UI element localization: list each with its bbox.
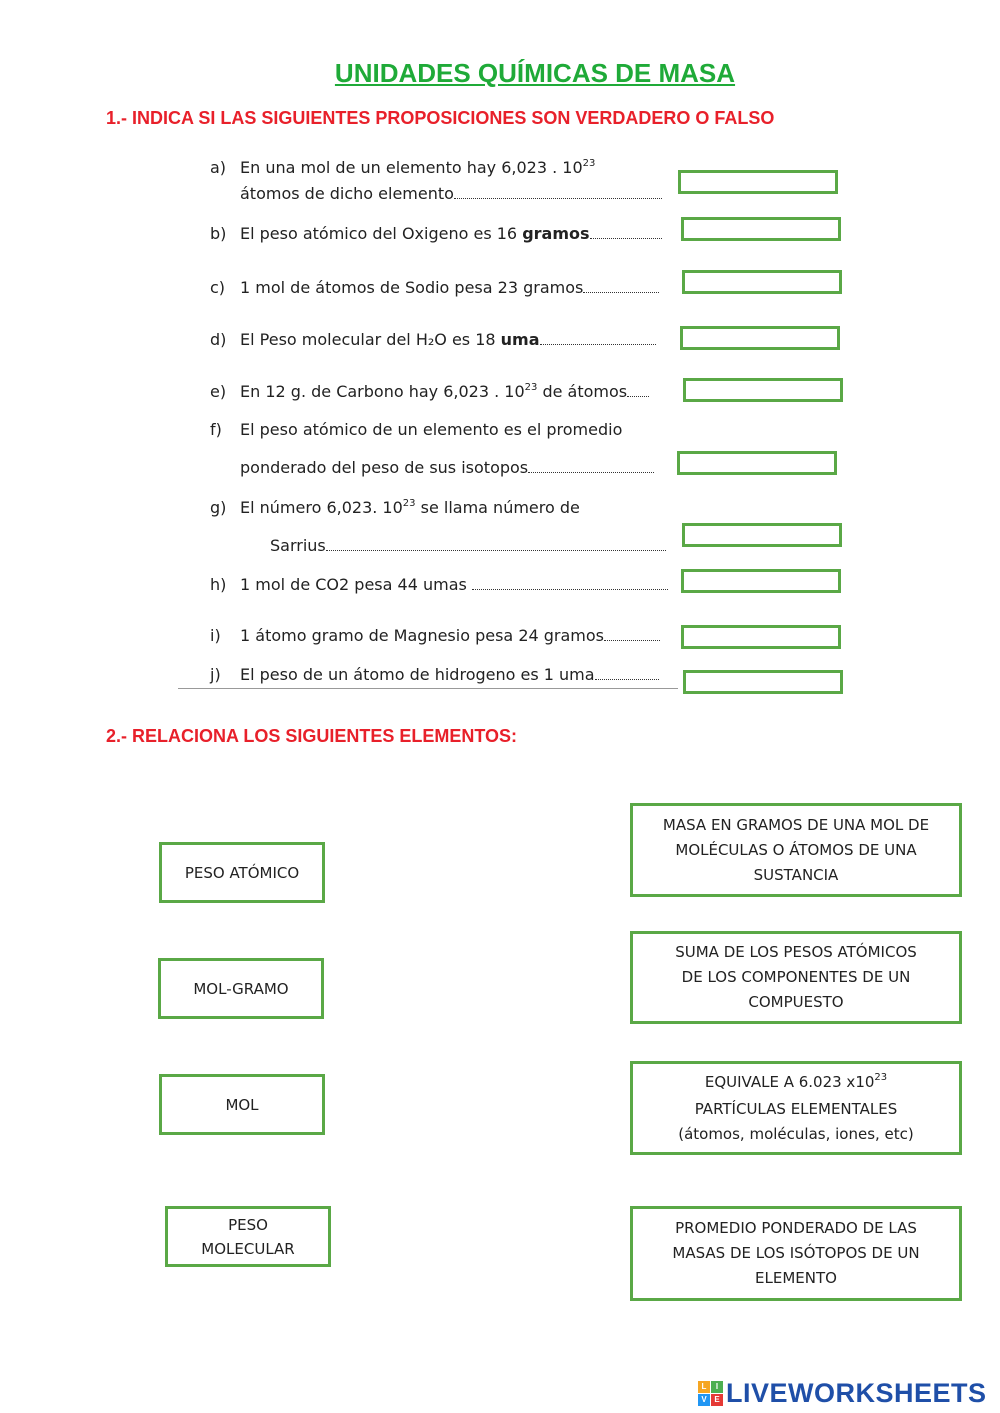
superscript: 23 — [874, 1071, 888, 1083]
worksheet-title: UNIDADES QUÍMICAS DE MASA — [334, 58, 736, 88]
definition-box-3[interactable] — [630, 1061, 962, 1155]
answer-box-i[interactable] — [681, 625, 841, 649]
question-text: 1 mol de CO2 pesa 44 umas — [240, 575, 467, 594]
question-text: ponderado del peso de sus isotopos — [240, 458, 529, 477]
answer-box-h[interactable] — [681, 569, 841, 593]
question-letter: c) — [210, 278, 226, 297]
question-text: El número 6,023. 10 — [240, 498, 403, 517]
question-text: El peso atómico de un elemento es el promedio — [240, 420, 623, 439]
term-box-mol[interactable] — [159, 1074, 325, 1135]
question-text: En 12 g. de Carbono hay 6,023 . 10 — [240, 382, 525, 401]
question-text: de átomos — [537, 382, 628, 401]
definition-line: PARTÍCULAS ELEMENTALES — [694, 1099, 898, 1118]
question-text: átomos de dicho elemento — [240, 184, 454, 203]
question-letter: b) — [210, 224, 227, 243]
definition-line: SUSTANCIA — [753, 865, 839, 884]
answer-box-b[interactable] — [681, 217, 841, 241]
superscript: 23 — [524, 382, 538, 393]
definition-line: MASA EN GRAMOS DE UNA MOL DE — [662, 815, 930, 834]
logo-letter: I — [711, 1381, 723, 1393]
answer-box-c[interactable] — [682, 270, 842, 294]
definition-line: COMPUESTO — [748, 993, 844, 1011]
answer-box-a[interactable] — [678, 170, 838, 194]
question-letter: j) — [210, 665, 221, 684]
superscript: 23 — [582, 158, 596, 169]
term-label: MOL — [225, 1095, 259, 1114]
question-text: Sarrius — [270, 536, 326, 555]
question-letter: d) — [210, 330, 227, 349]
question-text: El peso atómico del Oxigeno es 16 — [240, 224, 523, 243]
term-label: MOL-GRAMO — [193, 979, 289, 998]
definition-box-4[interactable] — [630, 1206, 962, 1301]
question-text: 1 mol de átomos de Sodio pesa 23 gramos — [240, 278, 584, 297]
question-text: El peso de un átomo de hidrogeno es 1 uma — [240, 665, 595, 684]
answer-box-g[interactable] — [682, 523, 842, 547]
divider — [178, 688, 678, 689]
question-text: En una mol de un elemento hay 6,023 . 10 — [240, 158, 583, 177]
term-label: PESO MOLECULAR — [201, 1215, 295, 1258]
definition-line: ELEMENTO — [755, 1269, 837, 1287]
question-text: El Peso molecular del H₂O es 18 — [240, 330, 501, 349]
question-letter: e) — [210, 382, 227, 401]
question-letter: a) — [210, 158, 227, 177]
definition-line: DE LOS COMPONENTES DE UN — [681, 968, 911, 986]
definition-line: MASAS DE LOS ISÓTOPOS DE UN — [672, 1244, 920, 1262]
question-text: se llama número de — [415, 498, 580, 517]
question-text: 1 átomo gramo de Magnesio pesa 24 gramos — [240, 626, 605, 645]
term-box-peso-atomico[interactable] — [159, 842, 325, 903]
definition-line: SUMA DE LOS PESOS ATÓMICOS — [675, 943, 917, 961]
section-2-heading: 2.- RELACIONA LOS SIGUIENTES ELEMENTOS: — [106, 726, 518, 746]
definition-line: (átomos, moléculas, iones, etc) — [678, 1124, 914, 1143]
definition-box-1[interactable] — [630, 803, 962, 897]
definition-line: PROMEDIO PONDERADO DE LAS — [675, 1219, 917, 1237]
answer-box-d[interactable] — [680, 326, 840, 350]
definition-line: MOLÉCULAS O ÁTOMOS DE UNA — [675, 840, 917, 859]
liveworksheets-logo — [698, 1378, 987, 1409]
term-box-mol-gramo[interactable] — [158, 958, 324, 1019]
definition-box-2[interactable] — [630, 931, 962, 1024]
definition-line: EQUIVALE A 6.023 x10 — [704, 1072, 875, 1091]
superscript: 23 — [402, 498, 416, 509]
answer-box-e[interactable] — [683, 378, 843, 402]
section-1-heading: 1.- INDICA SI LAS SIGUIENTES PROPOSICIONES SON VERDADERO O FALSO — [106, 108, 775, 128]
question-letter: f) — [210, 420, 222, 439]
term-label: PESO ATÓMICO — [184, 863, 300, 882]
answer-box-f[interactable] — [677, 451, 837, 475]
question-bold: uma — [500, 330, 540, 349]
logo-text: LIVEWORKSHEETS — [726, 1378, 987, 1408]
logo-letter: E — [711, 1394, 723, 1406]
logo-icon — [698, 1381, 723, 1406]
question-letter: i) — [210, 626, 221, 645]
logo-letter: L — [698, 1381, 710, 1393]
question-letter: h) — [210, 575, 227, 594]
question-letter: g) — [210, 498, 227, 517]
answer-box-j[interactable] — [683, 670, 843, 694]
question-bold: gramos — [522, 224, 590, 243]
logo-letter: V — [698, 1394, 710, 1406]
term-box-peso-molecular[interactable] — [165, 1206, 331, 1267]
